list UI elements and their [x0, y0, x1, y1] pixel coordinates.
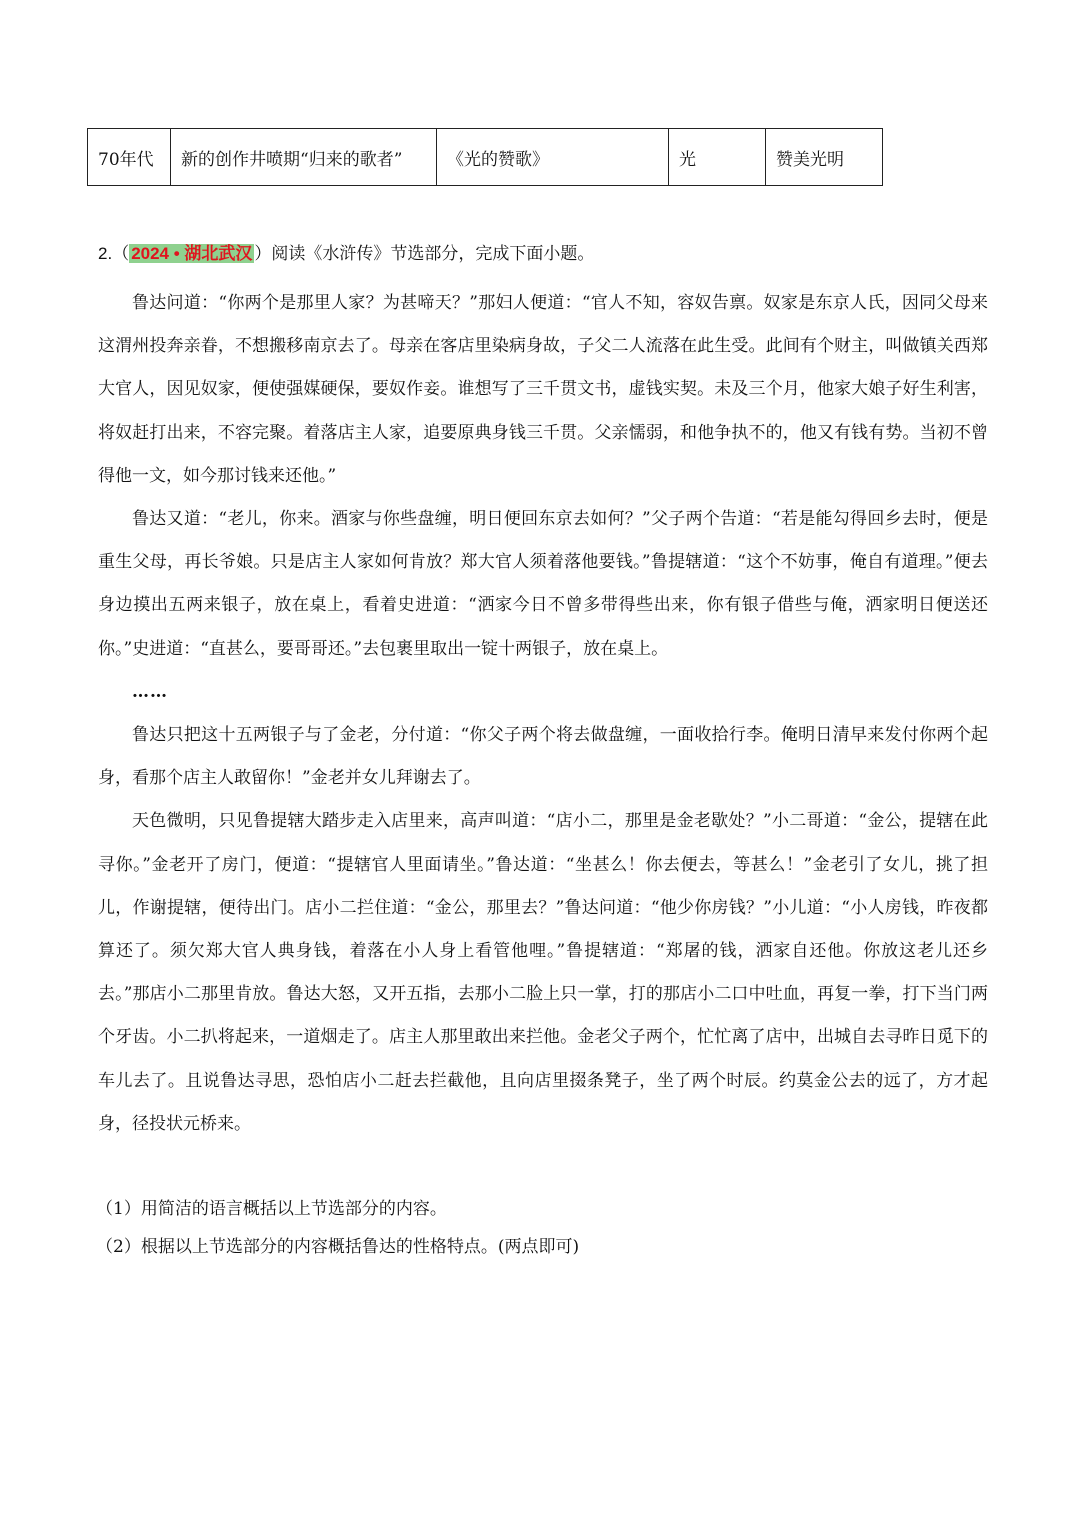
passage [98, 282, 988, 1146]
source-open-paren: （ [112, 244, 130, 264]
source-badge: 2024 • 湖北武汉 [131, 244, 253, 263]
question-header [98, 240, 594, 268]
passage-ellipsis: …… [132, 681, 168, 702]
sub-question-1: （1）用简洁的语言概括以上节选部分的内容。 [96, 1199, 447, 1219]
table-cell-period: 新的创作井喷期“归来的歌者” [171, 129, 437, 186]
sub-question-2: （2）根据以上节选部分的内容概括鲁达的性格特点。(两点即可) [96, 1237, 580, 1257]
passage-paragraph: 鲁达又道：“老儿，你来。酒家与你些盘缠，明日便回东京去如何？”父子两个告道：“若是能勾得回乡去时，便是重生父母，再长爷娘。只是店主人家如何肯放？郑大官人须着落他要钱。”鲁提辖道：“这个不妨事，俺自有道理。”便去身边摸出五两来银子，放在桌上，看着史进道：“洒家今日不曾多带得些出来，你有银子借些与俺，洒家明日便送还你。”史进道：“直甚么，要哥哥还。”去包裹里取出一锭十两银子，放在桌上。 [98, 509, 988, 659]
table-cell-work: 《光的赞歌》 [437, 129, 669, 186]
sub-questions [96, 1190, 579, 1266]
passage-paragraph: 天色微明，只见鲁提辖大踏步走入店里来，高声叫道：“店小二，那里是金老歇处？”小二哥道：“金公，提辖在此寻你。”金老开了房门，便道：“提辖官人里面请坐。”鲁达道：“坐甚么！你去便去，等甚么！”金老引了女儿，挑了担儿，作谢提辖，便待出门。店小二拦住道：“金公，那里去？”鲁达问道：“他少你房钱？”小儿道：“小人房钱，昨夜都算还了。须欠郑大官人典身钱，着落在小人身上看管他哩。”鲁提辖道：“郑屠的钱，洒家自还他。你放这老儿还乡去。”那店小二那里肯放。鲁达大怒，又开五指，去那小二脸上只一掌，打的那店小二口中吐血，再复一拳，打下当门两个牙齿。小二扒将起来，一道烟走了。店主人那里敢出来拦他。金老父子两个，忙忙离了店中，出城自去寻昨日觅下的车儿去了。且说鲁达寻思，恐怕店小二赶去拦截他，且向店里掇条凳子，坐了两个时辰。约莫金公去的远了，方才起身，径投状元桥来。 [98, 811, 988, 1134]
passage-paragraph: 鲁达问道：“你两个是那里人家？为甚啼天？”那妇人便道：“官人不知，容奴告禀。奴家是东京人氏，因同父母来这渭州投奔亲眷，不想搬移南京去了。母亲在客店里染病身故，子父二人流落在此生受。此间有个财主，叫做镇关西郑大官人，因见奴家，便使强媒硬保，要奴作妾。谁想写了三千贯文书，虚钱实契。未及三个月，他家大娘子好生利害，将奴赶打出来，不容完聚。着落店主人家，追要原典身钱三千贯。父亲懦弱，和他争执不的，他又有钱有势。当初不曾得他一文，如今那讨钱来还他。” [98, 293, 988, 486]
question-instruction: 阅读《水浒传》节选部分，完成下面小题。 [271, 244, 595, 264]
poetry-table [87, 128, 883, 186]
question-number: 2. [98, 244, 113, 263]
source-close-paren: ） [254, 244, 272, 264]
passage-paragraph: 鲁达只把这十五两银子与了金老，分付道：“你父子两个将去做盘缠，一面收拾行李。俺明日清早来发付你两个起身，看那个店主人敢留你！”金老并女儿拜谢去了。 [98, 725, 988, 789]
table-cell-theme: 赞美光明 [766, 129, 883, 186]
table-cell-image: 光 [669, 129, 766, 186]
table-row [88, 129, 883, 186]
table-cell-era: 70年代 [88, 129, 171, 186]
